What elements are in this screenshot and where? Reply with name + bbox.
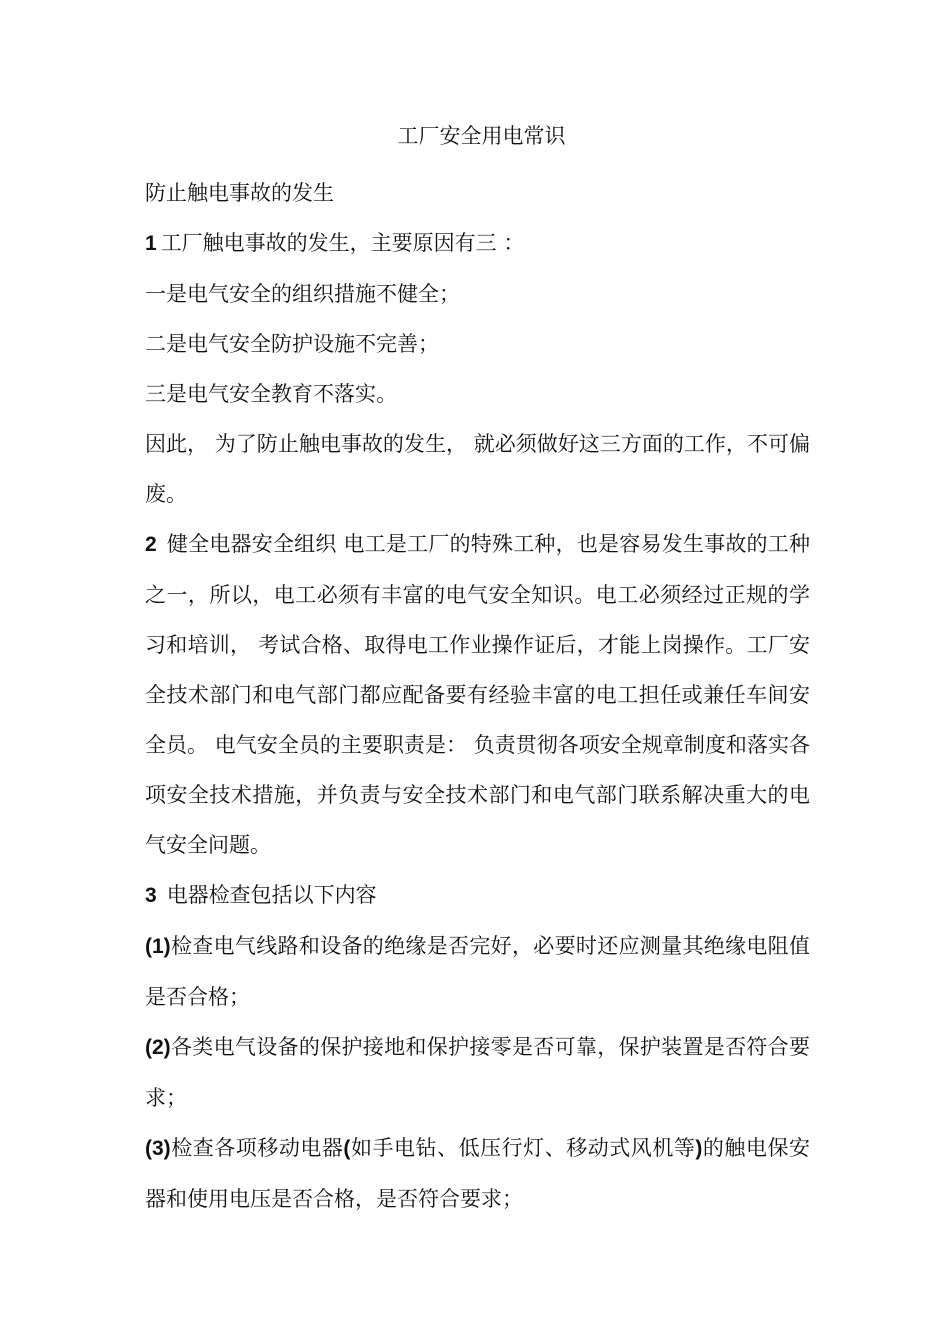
item-number: (2) [145, 1036, 171, 1059]
section-3 [145, 870, 810, 921]
check-item [145, 1022, 810, 1123]
section-2 [145, 519, 810, 870]
paren-close: ) [695, 1137, 703, 1160]
item-number: (3) [145, 1137, 171, 1160]
item-text: 各类电气设备的保护接地和保护接零是否可靠，保护装置是否符合要求； [145, 1035, 810, 1110]
section-number: 1 [145, 232, 157, 255]
section-text: 健全电器安全组织 电工是工厂的特殊工种，也是容易发生事故的工种之一，所以，电工必须有丰富的电气安全知识。电工必须经过正规的学习和培训， 考试合格、取得电工作业操作证后，才能上岗操作。工厂安全技术部门和电气部门都应配备要有经验丰富的电工担任或兼任车间安全员。 电气安全员的主要职责是： 负责贯彻各项安全规章制度和落实各项安全技术措施，并负责与安全技术部门和电气部门联系解决重大的电气安全问题。 [145, 532, 810, 857]
section-number: 2 [145, 533, 157, 556]
item-text: 检查各项移动电器 [170, 1136, 344, 1160]
conclusion-paragraph: 因此， 为了防止触电事故的发生， 就必须做好这三方面的工作，不可偏废。 [145, 432, 810, 506]
reason-item: 二是电气安全防护设施不完善； [145, 332, 439, 356]
section-text: 工厂触电事故的发生，主要原因有三 ： [160, 231, 525, 255]
reason-item: 一是电气安全的组织措施不健全； [145, 282, 460, 306]
document-body [145, 118, 810, 1224]
paren-open: ( [343, 1137, 351, 1160]
item-text: 的触电保安器和使用电压是否合格，是否符合要求； [145, 1136, 811, 1211]
check-item [145, 921, 810, 1022]
item-text: 检查电气线路和设备的绝缘是否完好，必要时还应测量其绝缘电阻值是否合格； [145, 934, 810, 1009]
section-text: 电器检查包括以下内容 [166, 883, 377, 907]
item-text: 如手电钻、低压行灯、移动式风机等 [350, 1136, 696, 1160]
section-heading: 防止触电事故的发生 [145, 181, 334, 205]
item-number: (1) [145, 935, 171, 958]
check-item [145, 1123, 810, 1224]
document-title: 工厂安全用电常识 [397, 124, 566, 148]
section-number: 3 [145, 884, 157, 907]
reason-item: 三是电气安全教育不落实。 [145, 382, 397, 406]
section-1 [145, 218, 810, 269]
